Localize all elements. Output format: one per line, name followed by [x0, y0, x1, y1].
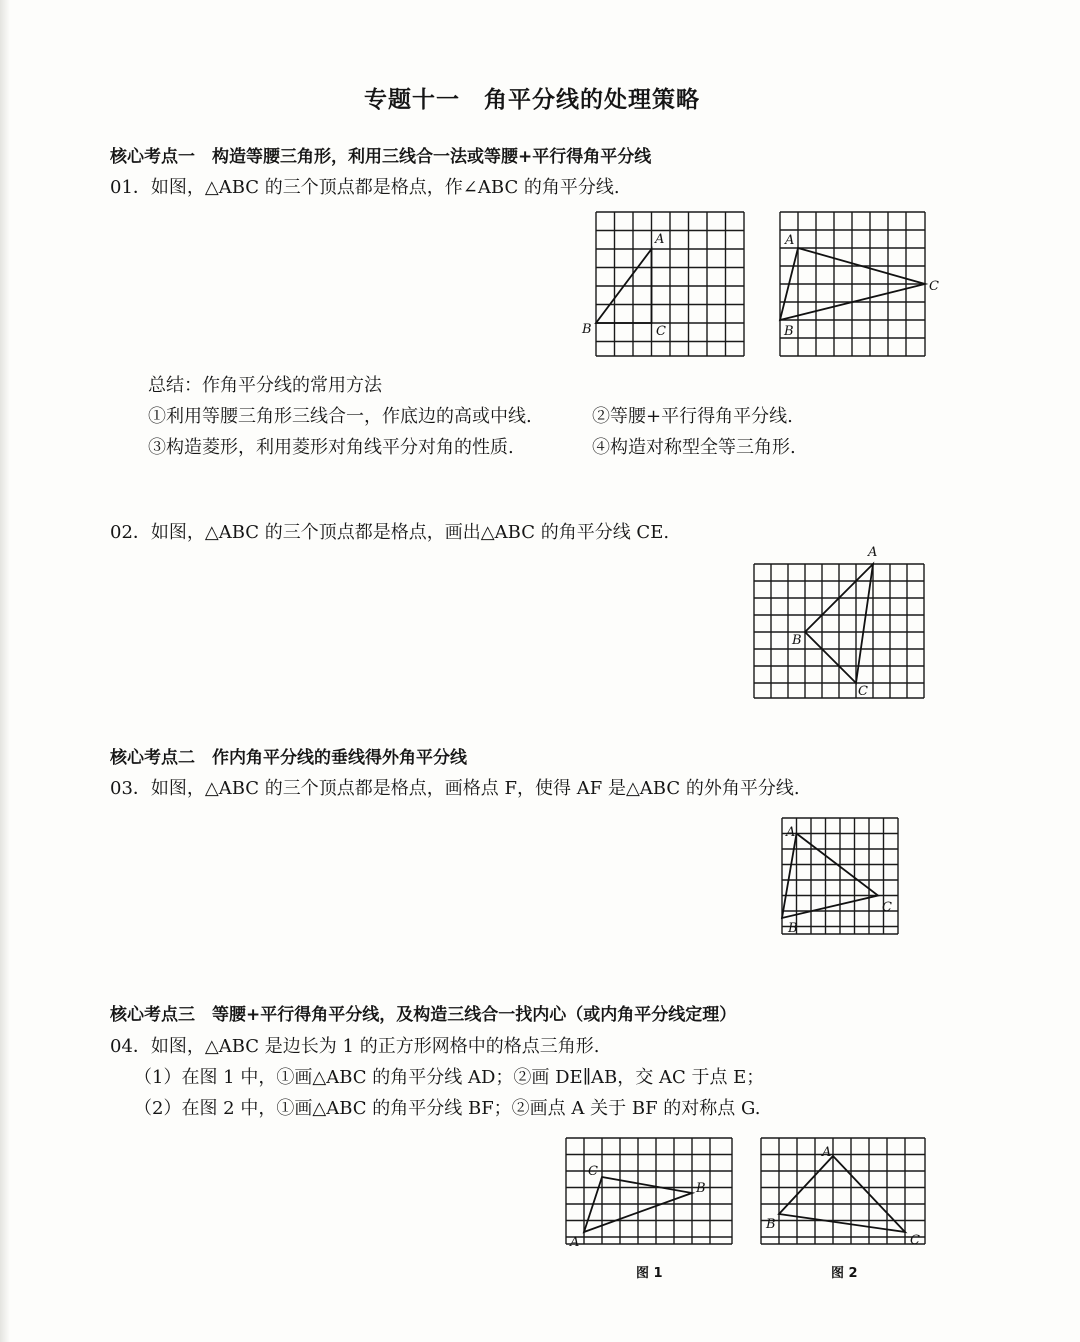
vertex-b-label: B: [788, 921, 798, 936]
vertex-c-label: C: [858, 684, 868, 699]
problem-04-figure-1: [558, 1132, 743, 1287]
page-title: 专题十一 角平分线的处理策略: [364, 86, 700, 113]
vertex-b-label: B: [696, 1181, 706, 1196]
problem-04-part-1: （1）在图 1 中，①画△ABC 的角平分线 AD；②画 DE∥AB，交 AC 于点 E；: [134, 1067, 765, 1088]
problem-02-figure: [750, 540, 930, 702]
vertex-b-label: B: [784, 324, 794, 339]
summary-method-3: ③构造菱形，利用菱形对角线平分对角的性质.: [148, 437, 514, 458]
problem-03-figure: [772, 810, 912, 940]
vertex-a-label: A: [822, 1145, 832, 1160]
section-heading-3: 核心考点三 等腰+平行得角平分线，及构造三线合一找内心（或内角平分线定理）: [110, 1005, 737, 1025]
section-heading-2: 核心考点二 作内角平分线的垂线得外角平分线: [110, 748, 467, 768]
vertex-a-label: A: [570, 1235, 580, 1250]
vertex-a-label: A: [868, 545, 878, 560]
summary-method-2: ②等腰+平行得角平分线.: [592, 406, 793, 427]
figure-1-caption: 图 1: [636, 1266, 663, 1281]
problem-01-figure-b: [770, 206, 950, 361]
vertex-c-label: C: [882, 900, 892, 915]
vertex-b-label: B: [582, 322, 592, 337]
problem-04: 04．如图，△ABC 是边长为 1 的正方形网格中的格点三角形.: [110, 1036, 600, 1057]
problem-04-part-2: （2）在图 2 中，①画△ABC 的角平分线 BF；②画点 A 关于 BF 的对称点 G.: [134, 1098, 761, 1119]
vertex-a-label: A: [785, 233, 795, 248]
problem-01: 01．如图，△ABC 的三个顶点都是格点，作∠ABC 的角平分线.: [110, 177, 620, 198]
summary-method-1: ①利用等腰三角形三线合一，作底边的高或中线.: [148, 406, 532, 427]
problem-03: 03．如图，△ABC 的三个顶点都是格点，画格点 F，使得 AF 是△ABC 的外角平分线.: [110, 778, 800, 799]
summary-title: 总结：作角平分线的常用方法: [148, 375, 382, 396]
grid: [566, 1138, 732, 1244]
problem-04-figure-2: [755, 1132, 935, 1287]
vertex-c-label: C: [929, 279, 939, 294]
vertex-b-label: B: [792, 633, 802, 648]
figure-2-caption: 图 2: [831, 1266, 858, 1281]
grid: [780, 212, 925, 356]
summary-method-4: ④构造对称型全等三角形.: [592, 437, 796, 458]
vertex-c-label: C: [910, 1233, 920, 1248]
grid: [754, 564, 924, 698]
vertex-a-label: A: [786, 825, 796, 840]
section-heading-1: 核心考点一 构造等腰三角形，利用三线合一法或等腰+平行得角平分线: [110, 147, 652, 167]
problem-01-figure-a: [578, 206, 748, 361]
vertex-c-label: C: [656, 324, 666, 339]
vertex-b-label: B: [766, 1217, 776, 1232]
vertex-c-label: C: [588, 1164, 598, 1179]
vertex-a-label: A: [655, 232, 665, 247]
problem-02: 02．如图，△ABC 的三个顶点都是格点，画出△ABC 的角平分线 CE.: [110, 522, 670, 543]
grid: [596, 212, 744, 356]
scan-edge: [0, 0, 10, 1342]
